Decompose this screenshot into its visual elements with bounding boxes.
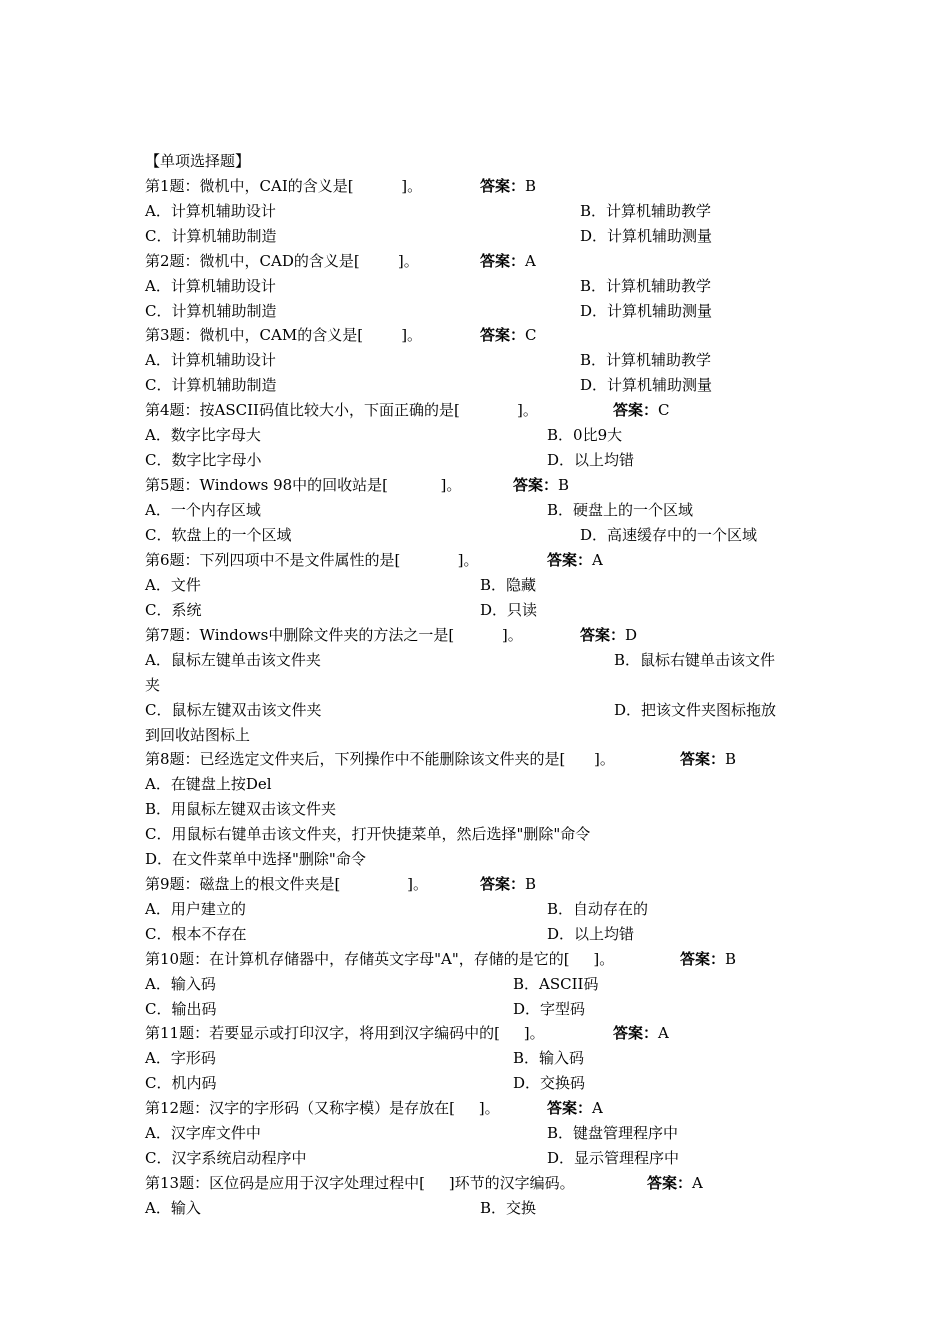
question-stem: 第10题：在计算机存储器中，存储英文字母"A"，存储的是它的[ ]。 答案：B xyxy=(145,947,614,972)
option: 夹 xyxy=(145,676,161,694)
option: B．ASCII码 xyxy=(513,975,599,993)
option: D．在文件菜单中选择"删除"命令 xyxy=(145,850,366,868)
option: D．计算机辅助测量 xyxy=(580,227,713,245)
option: B．隐藏 xyxy=(480,576,537,594)
option: A．计算机辅助设计 xyxy=(145,277,276,295)
option: D．计算机辅助测量 xyxy=(580,302,713,320)
option: B．键盘管理程序中 xyxy=(547,1124,679,1142)
option: B．用鼠标左键双击该文件夹 xyxy=(145,800,337,818)
option: D．交换码 xyxy=(513,1074,586,1092)
option: D．显示管理程序中 xyxy=(547,1149,680,1167)
option: C．用鼠标右键单击该文件夹，打开快捷菜单，然后选择"删除"命令 xyxy=(145,825,591,843)
option: A．一个内存区域 xyxy=(145,501,261,519)
answer-label: 答案：B xyxy=(680,950,737,968)
option: D．以上均错 xyxy=(547,451,635,469)
answer-label: 答案：A xyxy=(547,551,603,569)
option: A．输入 xyxy=(145,1199,201,1217)
answer-label: 答案：D xyxy=(580,626,638,644)
option: A．汉字库文件中 xyxy=(145,1124,261,1142)
question-stem: 第5题：Windows 98中的回收站是[ ]。 答案：B xyxy=(145,473,461,498)
option: D．把该文件夹图标拖放 xyxy=(614,701,777,719)
option: A．计算机辅助设计 xyxy=(145,351,276,369)
option: C．系统 xyxy=(145,601,202,619)
question-stem: 第11题：若要显示或打印汉字，将用到汉字编码中的[ ]。 答案：A xyxy=(145,1021,545,1046)
option: A．数字比字母大 xyxy=(145,426,261,444)
answer-label: 答案：B xyxy=(480,875,537,893)
option: D．以上均错 xyxy=(547,925,635,943)
option: D．计算机辅助测量 xyxy=(580,376,713,394)
option: C．机内码 xyxy=(145,1074,217,1092)
option: B．硬盘上的一个区域 xyxy=(547,501,694,519)
option: C．输出码 xyxy=(145,1000,217,1018)
question-stem: 第8题：已经选定文件夹后，下列操作中不能删除该文件夹的是[ ]。 答案：B xyxy=(145,747,615,772)
question-stem: 第6题：下列四项中不是文件属性的是[ ]。 答案：A xyxy=(145,548,478,573)
answer-label: 答案：C xyxy=(613,401,670,419)
option: C．数字比字母小 xyxy=(145,451,262,469)
option: A．输入码 xyxy=(145,975,216,993)
option: A．文件 xyxy=(145,576,201,594)
question-stem: 第1题：微机中，CAI的含义是[ ]。 答案：B xyxy=(145,174,422,199)
option: C．汉字系统启动程序中 xyxy=(145,1149,307,1167)
question-stem: 第7题：Windows中删除文件夹的方法之一是[ ]。 答案：D xyxy=(145,623,523,648)
option: A．鼠标左键单击该文件夹 xyxy=(145,651,321,669)
answer-label: 答案：A xyxy=(613,1024,669,1042)
option: B．计算机辅助教学 xyxy=(580,277,712,295)
question-stem: 第13题：区位码是应用于汉字处理过程中[ ]环节的汉字编码。 答案：A xyxy=(145,1171,575,1196)
option: C．软盘上的一个区域 xyxy=(145,526,292,544)
option: C．鼠标左键双击该文件夹 xyxy=(145,701,322,719)
option: 到回收站图标上 xyxy=(145,726,251,744)
question-stem: 第4题：按ASCII码值比较大小，下面正确的是[ ]。 答案：C xyxy=(145,398,538,423)
option: A．计算机辅助设计 xyxy=(145,202,276,220)
option: C．根本不存在 xyxy=(145,925,247,943)
answer-label: 答案：A xyxy=(480,252,536,270)
option: B．自动存在的 xyxy=(547,900,649,918)
option: D．高速缓存中的一个区域 xyxy=(580,526,758,544)
answer-label: 答案：C xyxy=(480,326,537,344)
answer-label: 答案：B xyxy=(480,177,537,195)
section-title: 【单项选择题】 xyxy=(145,152,251,170)
answer-label: 答案：A xyxy=(547,1099,603,1117)
option: D．只读 xyxy=(480,601,538,619)
option: B．输入码 xyxy=(513,1049,585,1067)
option: B．0比9大 xyxy=(547,426,623,444)
option: C．计算机辅助制造 xyxy=(145,302,277,320)
answer-label: 答案：B xyxy=(513,476,570,494)
question-stem: 第3题：微机中，CAM的含义是[ ]。 答案：C xyxy=(145,323,422,348)
option: D．字型码 xyxy=(513,1000,586,1018)
option: B．计算机辅助教学 xyxy=(580,202,712,220)
option: A．字形码 xyxy=(145,1049,216,1067)
option: B．鼠标右键单击该文件 xyxy=(614,651,776,669)
answer-label: 答案：B xyxy=(680,750,737,768)
question-stem: 第2题：微机中，CAD的含义是[ ]。 答案：A xyxy=(145,249,419,274)
option: B．交换 xyxy=(480,1199,537,1217)
question-stem: 第9题：磁盘上的根文件夹是[ ]。 答案：B xyxy=(145,872,428,897)
option: A．用户建立的 xyxy=(145,900,246,918)
option: A．在键盘上按Del xyxy=(145,775,272,793)
question-stem: 第12题：汉字的字形码（又称字模）是存放在[ ]。 答案：A xyxy=(145,1096,500,1121)
option: C．计算机辅助制造 xyxy=(145,376,277,394)
option: C．计算机辅助制造 xyxy=(145,227,277,245)
answer-label: 答案：A xyxy=(647,1174,703,1192)
option: B．计算机辅助教学 xyxy=(580,351,712,369)
